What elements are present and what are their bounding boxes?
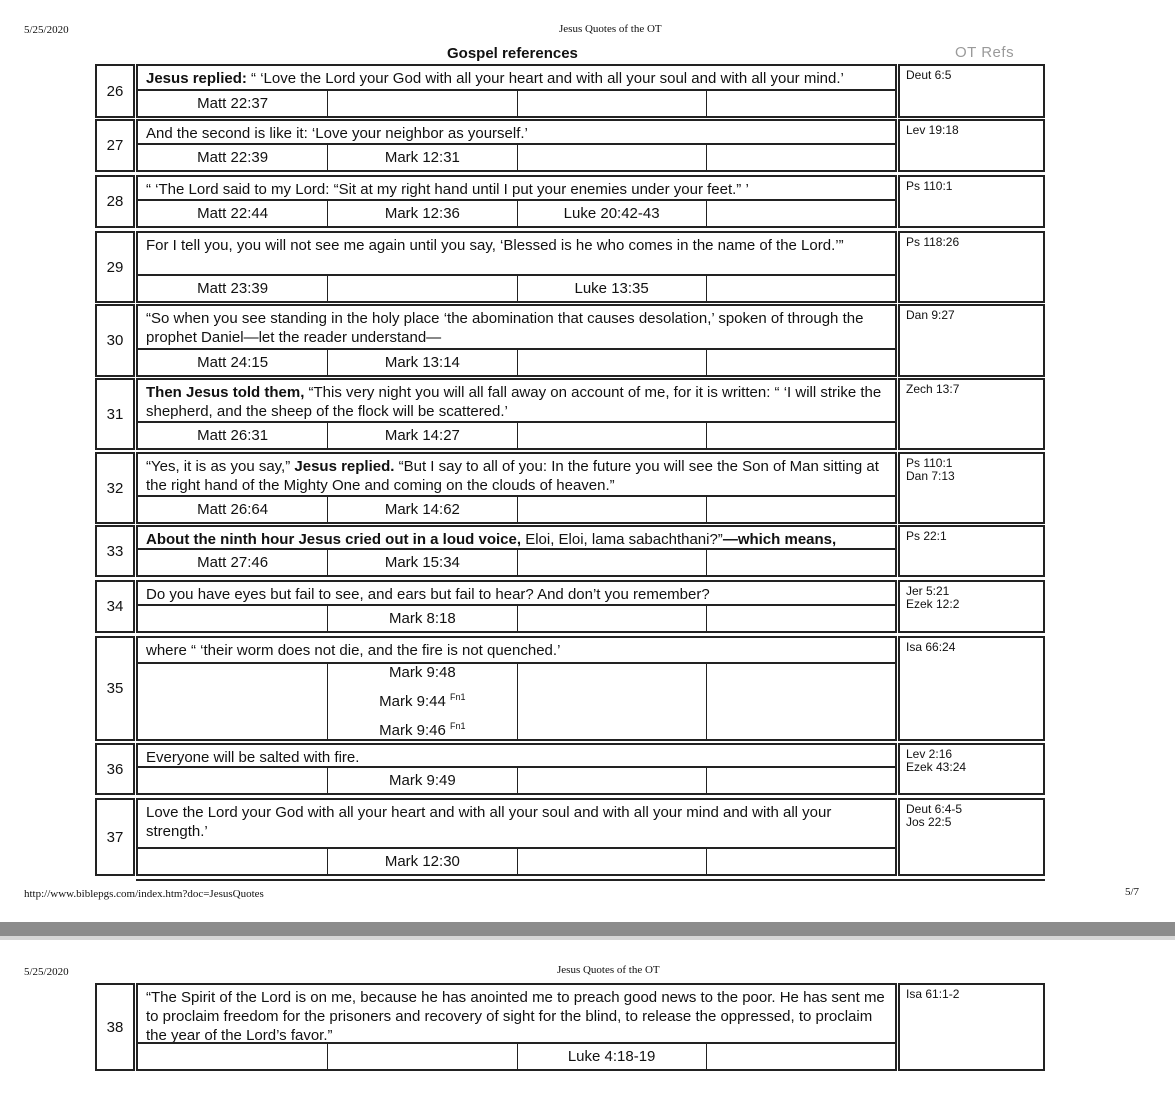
gospel-ref: Matt 26:64 [197,501,269,518]
table-row [95,525,1045,577]
quote-text: Love the Lord your God with all your heart and with all your soul and with all your mind and with all your strength.’ [146,804,832,840]
gospel-ref: Mark 8:18 [389,610,456,627]
row-number: 28 [95,175,135,228]
table-row [95,64,1045,118]
gospel-refs-strip [138,766,895,793]
table-row [95,119,1045,172]
gospel-ref-cell [706,1044,895,1069]
gospel-ref: Mark 12:36 [384,205,460,222]
ot-ref-cell [898,636,1045,741]
gospel-ref-cell [138,849,327,874]
gospel-ref-cell [517,1044,706,1069]
gospel-ref-cell [327,350,516,375]
row-number: 26 [95,64,135,118]
quote-text: “Yes, it is as you say,” Jesus replied. “But I say to all of you: In the future you will see the Son of Man sitting at the right hand of the Mighty One and coming on the clouds of heaven.” [146,458,879,494]
gospel-ref-cell [706,201,895,226]
gospel-ref-cell [706,497,895,522]
quote-cell [136,525,897,577]
gospel-ref-cell [327,91,516,116]
page-separator-edge [0,936,1175,940]
gospel-ref-cell [517,201,706,226]
gospel-ref-cell [517,497,706,522]
quote-cell [136,231,897,303]
gospel-refs-strip [138,847,895,874]
page2-document-title: Jesus Quotes of the OT [557,964,660,976]
gospel-ref-cell [706,350,895,375]
ot-ref-cell [898,580,1045,633]
quote-text: Everyone will be salted with fire. [146,749,360,766]
gospel-ref-cell [327,550,516,575]
ot-ref: Lev 2:16 [906,747,953,761]
gospel-refs-strip [138,348,895,375]
gospel-ref-cell [138,606,327,631]
table-row [95,175,1045,228]
row-number: 31 [95,378,135,450]
gospel-ref-cell [706,550,895,575]
gospel-ref-cell [327,145,516,170]
row-number: 33 [95,525,135,577]
gospel-ref-cell [138,497,327,522]
gospel-ref-cell [138,1044,327,1069]
gospel-ref-cell [706,145,895,170]
ot-ref-cell [898,119,1045,172]
gospel-ref-cell [517,849,706,874]
table-row [95,231,1045,303]
row-number: 27 [95,119,135,172]
gospel-refs-strip [138,495,895,522]
document-title: Jesus Quotes of the OT [559,23,662,35]
table-row [95,580,1045,633]
gospel-ref: Matt 27:46 [197,554,269,571]
table-bottom-rule [136,879,1045,881]
quote-text: “The Spirit of the Lord is on me, because he has anointed me to preach good news to the poor. He has sent me to proclaim freedom for the prisoners and recovery of sight for the blind, to release the oppressed, to proclaim the year of the Lord’s favor.” [146,989,885,1044]
ot-ref: Ps 118:26 [906,235,960,249]
quote-text: Do you have eyes but fail to see, and ears but fail to hear? And don’t you remember? [146,586,710,603]
ot-ref: Dan 7:13 [906,469,955,483]
quote-cell [136,636,897,741]
quote-cell [136,580,897,633]
ot-ref-cell [898,452,1045,524]
quote-cell [136,175,897,228]
ot-refs-heading: OT Refs [955,44,1015,61]
gospel-ref-cell [706,91,895,116]
quote-text: And the second is like it: ‘Love your neighbor as yourself.’ [146,125,528,142]
gospel-ref: Mark 9:44 $^{Fn1}$ [379,692,466,710]
ot-ref: Jos 22:5 [906,815,952,829]
row-number: 29 [95,231,135,303]
table-row [95,452,1045,524]
gospel-ref: Matt 22:44 [197,205,269,222]
ot-ref: Ps 110:1 [906,179,953,193]
gospel-ref-cell [706,276,895,301]
ot-ref: Jer 5:21 [906,584,950,598]
quote-text: Jesus replied: “ ‘Love the Lord your God with all your heart and with all your soul and with all your mind.’ [146,70,844,87]
gospel-ref: Matt 26:31 [197,427,269,444]
gospel-ref-cell [517,606,706,631]
gospel-ref: Mark 9:48 [389,664,456,681]
gospel-ref-cell [138,350,327,375]
gospel-refs-strip [138,199,895,226]
quote-cell [136,64,897,118]
gospel-ref-cell [327,606,516,631]
quote-text: where “ ‘their worm does not die, and the fire is not quenched.’ [146,642,561,659]
table-row [95,743,1045,795]
gospel-ref-cell [138,91,327,116]
quote-text: “ ‘The Lord said to my Lord: “Sit at my right hand until I put your enemies under your feet.” ’ [146,181,749,198]
gospel-ref-cell [706,423,895,448]
page-date: 5/25/2020 [24,24,69,36]
gospel-ref: Mark 9:46 $^{Fn1}$ [379,721,466,739]
quote-text: About the ninth hour Jesus cried out in a loud voice, Eloi, Eloi, lama sabachthani?”—which means, [146,531,837,548]
gospel-ref-cell [327,849,516,874]
footnote-marker: Fn1 [450,721,466,731]
gospel-refs-strip [138,421,895,448]
gospel-refs-strip [138,662,895,739]
gospel-references-heading: Gospel references [447,45,578,62]
row-number: 30 [95,304,135,377]
gospel-ref-cell [517,145,706,170]
ot-ref: Zech 13:7 [906,382,960,396]
gospel-ref-cell [327,423,516,448]
gospel-ref-cell [517,350,706,375]
gospel-ref-cell [517,664,706,739]
gospel-refs-strip [138,143,895,170]
ot-ref: Dan 9:27 [906,308,955,322]
quote-cell [136,304,897,377]
gospel-ref: Luke 20:42-43 [563,205,660,222]
row-number: 36 [95,743,135,795]
ot-ref: Isa 61:1-2 [906,987,960,1001]
gospel-ref-cell [517,768,706,793]
gospel-ref: Luke 13:35 [574,280,649,297]
row-number: 32 [95,452,135,524]
gospel-ref-cell [327,201,516,226]
gospel-ref-cell [706,606,895,631]
gospel-ref: Mark 14:62 [384,501,460,518]
ot-ref-cell [898,175,1045,228]
table-row [95,378,1045,450]
footer-url: http://www.biblepgs.com/index.htm?doc=JesusQuotes [24,888,264,900]
gospel-ref: Mark 14:27 [384,427,460,444]
gospel-ref: Matt 23:39 [197,280,269,297]
page2-date: 5/25/2020 [24,966,69,978]
gospel-ref-cell [138,768,327,793]
quote-text: Then Jesus told them, “This very night you will all fall away on account of me, for it is written: “ ‘I will strike the shepherd, and the sheep of the flock will be scattered.’ [146,384,882,420]
gospel-ref-cell [138,276,327,301]
gospel-ref: Matt 24:15 [197,354,269,371]
gospel-ref: Mark 12:31 [384,149,460,166]
gospel-ref-cell [517,550,706,575]
ot-ref: Ps 110:1 [906,456,953,470]
ot-ref-cell [898,983,1045,1071]
quote-cell [136,983,897,1071]
gospel-ref-cell [138,423,327,448]
gospel-ref: Luke 4:18-19 [567,1048,656,1065]
ot-ref: Isa 66:24 [906,640,956,654]
gospel-ref-cell [517,276,706,301]
ot-ref-cell [898,798,1045,876]
gospel-ref: Mark 13:14 [384,354,460,371]
table-row [95,983,1045,1071]
row-number: 35 [95,636,135,741]
table-row [95,798,1045,876]
ot-ref-cell [898,304,1045,377]
quote-cell [136,798,897,876]
gospel-ref-cell [517,423,706,448]
row-number: 38 [95,983,135,1071]
gospel-ref-cell [138,550,327,575]
gospel-refs-strip [138,1042,895,1069]
gospel-ref: Mark 12:30 [384,853,460,870]
quote-cell [136,452,897,524]
table-row [95,636,1045,741]
gospel-refs-strip [138,604,895,631]
quote-text: “So when you see standing in the holy place ‘the abomination that causes desolation,’ spoken of through the prophet Daniel—let the reader understand— [146,310,864,346]
quote-cell [136,378,897,450]
gospel-ref-cell [706,768,895,793]
ot-ref-cell [898,64,1045,118]
page-number: 5/7 [1125,886,1140,898]
row-number: 37 [95,798,135,876]
ot-ref-cell [898,743,1045,795]
ot-ref: Ps 22:1 [906,529,947,543]
ot-ref-cell [898,378,1045,450]
ot-ref: Lev 19:18 [906,123,959,137]
gospel-ref-cell [327,276,516,301]
quote-cell [136,743,897,795]
gospel-refs-strip [138,548,895,575]
page-separator [0,922,1175,936]
gospel-ref-cell [517,91,706,116]
ot-ref: Ezek 12:2 [906,597,960,611]
ot-ref: Deut 6:4-5 [906,802,963,816]
quote-text: For I tell you, you will not see me again until you say, ‘Blessed is he who comes in the name of the Lord.’” [146,237,844,254]
gospel-ref: Matt 22:37 [197,95,269,112]
table-row [95,304,1045,377]
gospel-ref-cell [327,664,516,739]
ot-ref-cell [898,231,1045,303]
quote-cell [136,119,897,172]
gospel-ref-cell [706,664,895,739]
gospel-ref-cell [138,664,327,739]
gospel-refs-strip [138,274,895,301]
gospel-ref: Mark 9:49 [389,772,456,789]
gospel-ref-cell [327,1044,516,1069]
gospel-ref-cell [138,201,327,226]
gospel-ref: Mark 15:34 [384,554,460,571]
gospel-ref-cell [327,497,516,522]
gospel-ref: Matt 22:39 [197,149,269,166]
gospel-refs-strip [138,89,895,116]
ot-ref: Ezek 43:24 [906,760,967,774]
gospel-ref-cell [706,849,895,874]
footnote-marker: Fn1 [450,692,466,702]
row-number: 34 [95,580,135,633]
gospel-ref-cell [327,768,516,793]
ot-ref: Deut 6:5 [906,68,952,82]
gospel-ref-cell [138,145,327,170]
ot-ref-cell [898,525,1045,577]
